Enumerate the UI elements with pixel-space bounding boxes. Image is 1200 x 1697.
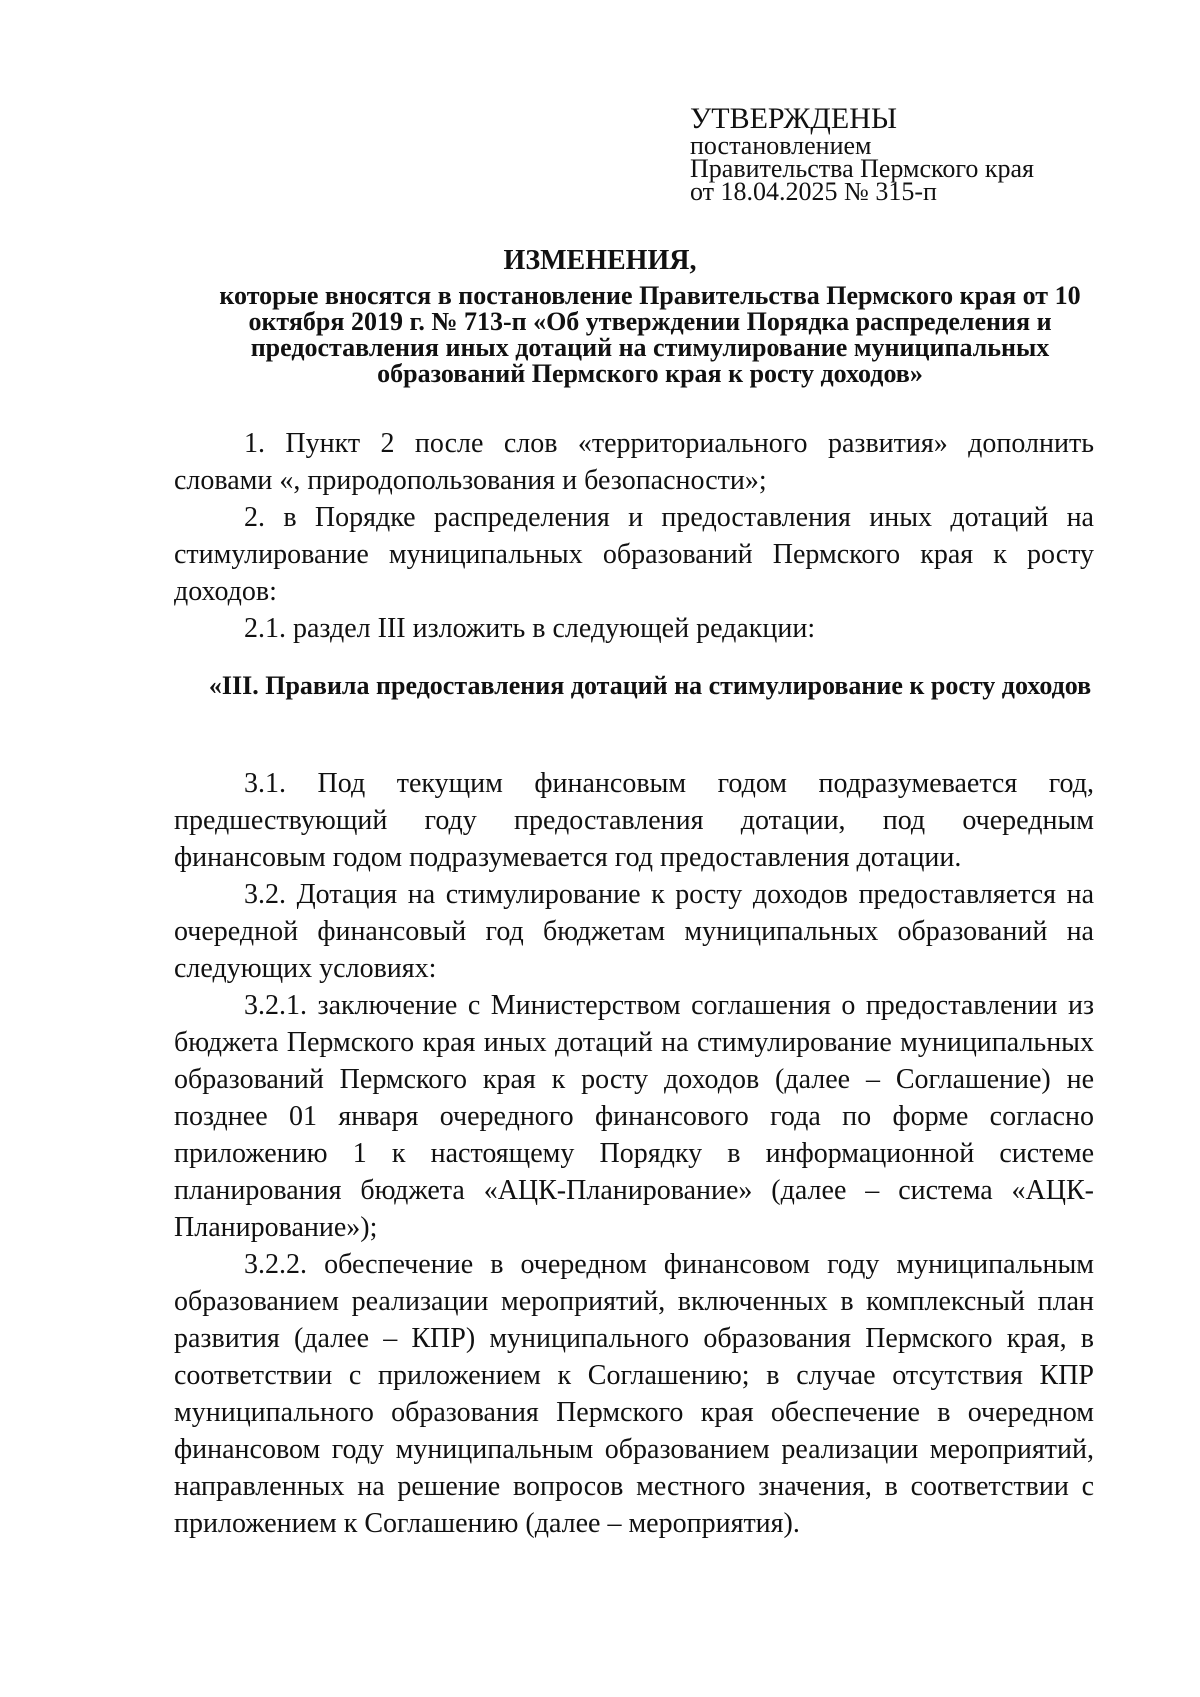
paragraph-3-2-2: 3.2.2. обеспечение в очередном финансовом году муниципальным образованием реализации мероприятий, включенных в комплексный план развития (далее – КПР) муниципального образования Пермского края, в соответствии с приложением к Соглашению; в случае отсутствия КПР муниципального образования Пермского края обеспечение в очередном финансовом году муниципальным образованием реализации мероприятий, направленных на решение вопросов местного значения, в соответствии с приложением к Соглашению (далее – мероприятия). xyxy=(174,1249,1094,1539)
paragraph-1: 1. Пункт 2 после слов «территориального развития» дополнить словами «, природопользования и безопасности»; xyxy=(174,428,1094,496)
paragraph-2-1: 2.1. раздел III изложить в следующей редакции: xyxy=(244,613,816,644)
section-title: «III. Правила предоставления дотаций на стимулирование к росту доходов xyxy=(208,671,1092,700)
section-paragraphs xyxy=(174,765,1094,1542)
document-subtitle: которые вносятся в постановление Правительства Пермского края от 10 октября 2019 г. № 713-п «Об утверждении Порядка распределения и предоставления иных дотаций на стимулирование муниципальных образований Пермского края к росту доходов» xyxy=(219,281,1081,388)
paragraph-3-1: 3.1. Под текущим финансовым годом подразумевается год, предшествующий году предоставления дотации, под очередным финансовым годом подразумевается год предоставления дотации. xyxy=(174,768,1094,873)
intro-paragraphs xyxy=(174,425,1094,647)
paragraph-2: 2. в Порядке распределения и предоставления иных дотаций на стимулирование муниципальных образований Пермского края к росту доходов: xyxy=(174,502,1094,607)
approval-line-3: от 18.04.2025 № 315-п xyxy=(690,177,937,206)
paragraph-3-2-1: 3.2.1. заключение с Министерством соглашения о предоставлении из бюджета Пермского края иных дотаций на стимулирование муниципальных образований Пермского края к росту доходов (далее – Соглашение) не позднее 01 января очередного финансового года по форме согласно приложению 1 к настоящему Порядку в информационной системе планирования бюджета «АЦК-Планирование» (далее – система «АЦК-Планирование»); xyxy=(174,990,1094,1243)
approval-title: УТВЕРЖДЕНЫ xyxy=(690,102,898,135)
document-title: ИЗМЕНЕНИЯ, xyxy=(503,245,697,276)
approval-stamp xyxy=(690,102,1034,206)
approval-line-2: Правительства Пермского края xyxy=(690,154,1034,183)
approval-line-1: постановлением xyxy=(690,131,872,160)
paragraph-3-2: 3.2. Дотация на стимулирование к росту доходов предоставляется на очередной финансовый год бюджетам муниципальных образований на следующих условиях: xyxy=(174,879,1094,984)
